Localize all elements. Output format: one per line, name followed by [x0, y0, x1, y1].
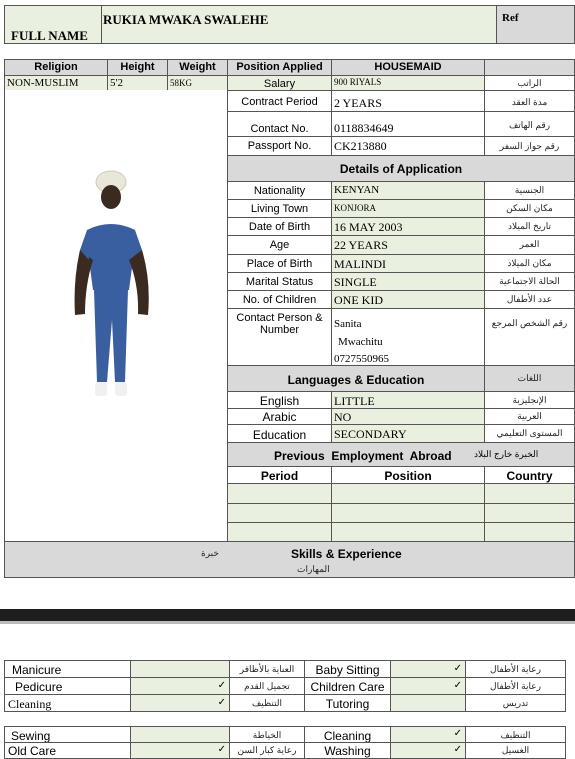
contact-no-arabic: رقم الهاتف	[484, 111, 575, 137]
employment-position-header: Position	[331, 466, 485, 484]
education-label: Education	[227, 424, 332, 443]
marital-status-value: SINGLE	[331, 272, 485, 291]
children-value: ONE KID	[331, 290, 485, 309]
page-separator-dark	[0, 609, 575, 621]
skill-washing-arabic: الغسيل	[465, 742, 566, 759]
skill-pedicure-check: ✓	[130, 677, 230, 695]
place-of-birth-value: MALINDI	[331, 254, 485, 273]
skills-title: Skills & Experience	[291, 547, 402, 561]
contact-person-label-text: Contact Person & Number	[236, 312, 323, 337]
contact-person-arabic: رقم الشخص المرجع	[484, 308, 575, 366]
languages-arabic-title: اللغات	[484, 365, 575, 392]
english-value: LITTLE	[331, 391, 485, 409]
salary-arabic: الراتب	[484, 75, 575, 91]
employment-row-3-position	[331, 522, 485, 542]
religion-header: Religion	[4, 59, 108, 76]
skill-old-care-arabic: رعاية كبار السن	[229, 742, 305, 759]
employment-banner	[227, 442, 575, 467]
ref-label: Ref	[502, 12, 519, 24]
skill-cleaning-2-label: Cleaning	[304, 726, 391, 743]
arabic-arabic: العربية	[484, 408, 575, 425]
date-of-birth-value: 16 MAY 2003	[331, 217, 485, 236]
name-value: RUKIA MWAKA SWALEHE	[103, 12, 269, 27]
skill-old-care-check: ✓	[130, 742, 230, 759]
skills-arabic-sub: المهارات	[297, 564, 330, 574]
living-town-label: Living Town	[227, 199, 332, 218]
header-box	[4, 5, 498, 44]
skills-banner	[4, 541, 575, 578]
religion-value: NON-MUSLIM	[4, 75, 108, 91]
education-arabic: المستوى التعليمي	[484, 424, 575, 443]
weight-value: 58KG	[167, 75, 228, 91]
employment-country-header: Country	[484, 466, 575, 484]
living-town-value: KONJORA	[331, 199, 485, 218]
skill-sewing-check	[130, 726, 230, 743]
skill-sewing-arabic: الخياطة	[229, 726, 305, 743]
contact-no-value: 0118834649	[331, 111, 485, 137]
nationality-arabic: الجنسية	[484, 181, 575, 200]
position-applied-header: Position Applied	[227, 59, 332, 76]
employment-title: Previous Employment Abroad	[274, 449, 452, 463]
weight-header: Weight	[167, 59, 228, 76]
applicant-photo	[5, 90, 227, 540]
passport-no-value: CK213880	[331, 136, 485, 156]
skill-manicure-arabic: العناية بالأظافر	[229, 660, 305, 678]
languages-title: Languages & Education	[227, 365, 485, 392]
passport-no-label: Passport No.	[227, 136, 332, 156]
contact-person-label	[227, 308, 332, 366]
employment-row-1-position	[331, 483, 485, 504]
age-value: 22 YEARS	[331, 235, 485, 255]
skill-sewing-label: Sewing	[4, 726, 131, 743]
skill-children-care-check: ✓	[390, 677, 466, 695]
position-extra	[484, 59, 575, 76]
living-town-arabic: مكان السكن	[484, 199, 575, 218]
skill-washing-label: Washing	[304, 742, 391, 759]
contact-person-value	[331, 308, 485, 366]
skill-pedicure-label: Pedicure	[4, 677, 131, 695]
employment-row-1-country	[484, 483, 575, 504]
age-label: Age	[227, 235, 332, 255]
skill-baby-sitting-check: ✓	[390, 660, 466, 678]
contact-person-name-line1: Sanita	[334, 318, 362, 330]
employment-arabic-title: الخبرة خارج البلاد	[474, 449, 539, 459]
skill-cleaning-check: ✓	[130, 694, 230, 712]
skill-baby-sitting-arabic: رعاية الأطفال	[465, 660, 566, 678]
skill-cleaning-label: Cleaning	[4, 694, 131, 712]
skills-arabic-left: خبرة	[201, 548, 219, 558]
place-of-birth-label: Place of Birth	[227, 254, 332, 273]
skill-manicure-label: Manicure	[4, 660, 131, 678]
children-arabic: عدد الأطفال	[484, 290, 575, 309]
skill-children-care-arabic: رعاية الأطفال	[465, 677, 566, 695]
skill-pedicure-arabic: تجميل القدم	[229, 677, 305, 695]
photo-panel	[4, 90, 228, 542]
name-divider	[101, 6, 102, 43]
skill-cleaning-2-check: ✓	[390, 726, 466, 743]
marital-status-label: Marital Status	[227, 272, 332, 291]
contract-period-arabic: مدة العقد	[484, 90, 575, 112]
employment-row-2-period	[227, 503, 332, 523]
height-value: 5'2	[107, 75, 168, 91]
skill-children-care-label: Children Care	[304, 677, 391, 695]
position-value: HOUSEMAID	[331, 59, 485, 76]
salary-label: Salary	[227, 75, 332, 91]
employment-row-1-period	[227, 483, 332, 504]
skill-baby-sitting-label: Baby Sitting	[304, 660, 391, 678]
place-of-birth-arabic: مكان الميلاد	[484, 254, 575, 273]
passport-no-arabic: رقم جواز السفر	[484, 136, 575, 156]
age-arabic: العمر	[484, 235, 575, 255]
contact-person-phone: 0727550965	[334, 353, 389, 366]
ref-box	[496, 5, 575, 44]
english-arabic: الإنجليزية	[484, 391, 575, 409]
contract-period-label: Contract Period	[227, 90, 332, 112]
employment-row-2-country	[484, 503, 575, 523]
english-label: English	[227, 391, 332, 409]
skill-tutoring-arabic: تدريس	[465, 694, 566, 712]
height-header: Height	[107, 59, 168, 76]
nationality-value: KENYAN	[331, 181, 485, 200]
skill-washing-check: ✓	[390, 742, 466, 759]
education-value: SECONDARY	[331, 424, 485, 443]
details-title: Details of Application	[227, 155, 575, 182]
contract-period-value: 2 YEARS	[331, 90, 485, 112]
contact-person-name-line2: Mwachitu	[338, 335, 383, 348]
date-of-birth-arabic: تاريخ الميلاد	[484, 217, 575, 236]
employment-period-header: Period	[227, 466, 332, 484]
arabic-value: NO	[331, 408, 485, 425]
skill-cleaning-arabic: التنظيف	[229, 694, 305, 712]
skill-tutoring-check	[390, 694, 466, 712]
nationality-label: Nationality	[227, 181, 332, 200]
skill-old-care-label: Old Care	[4, 742, 131, 759]
children-label: No. of Children	[227, 290, 332, 309]
skill-manicure-check	[130, 660, 230, 678]
skill-tutoring-label: Tutoring	[304, 694, 391, 712]
skill-cleaning-2-arabic: التنظيف	[465, 726, 566, 743]
arabic-label: Arabic	[227, 408, 332, 425]
employment-row-2-position	[331, 503, 485, 523]
marital-status-arabic: الحالة الاجتماعية	[484, 272, 575, 291]
contact-no-label: Contact No.	[227, 111, 332, 137]
date-of-birth-label: Date of Birth	[227, 217, 332, 236]
full-name-label: FULL NAME	[11, 28, 88, 43]
employment-row-3-country	[484, 522, 575, 542]
salary-value: 900 RIYALS	[331, 75, 485, 91]
employment-row-3-period	[227, 522, 332, 542]
page-separator-light	[0, 621, 575, 624]
